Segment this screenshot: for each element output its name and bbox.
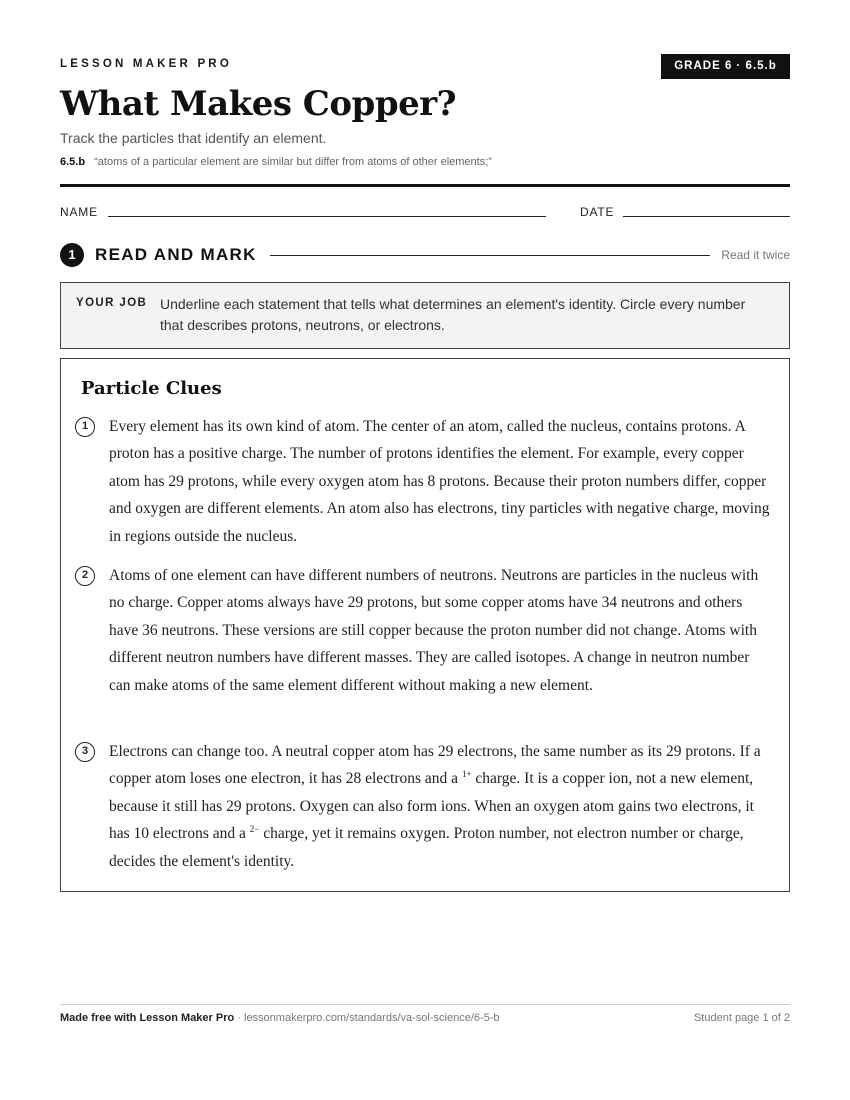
header-divider — [60, 184, 790, 187]
charge-superscript: 2− — [249, 824, 260, 835]
clues-title: Particle Clues — [81, 378, 222, 399]
date-label: DATE — [580, 205, 615, 219]
charge-superscript: 1+ — [461, 769, 472, 780]
name-label: NAME — [60, 205, 98, 219]
standard-code: 6.5.b — [60, 156, 86, 168]
clue-number: 1 — [75, 417, 95, 437]
job-box — [60, 282, 790, 349]
section-number: 1 — [60, 243, 84, 267]
grade-badge: GRADE 6 · 6.5.b — [661, 54, 790, 79]
clue-text — [109, 738, 773, 875]
footer-divider — [60, 1004, 790, 1005]
date-field[interactable] — [623, 216, 790, 217]
job-label: YOUR JOB — [76, 297, 148, 309]
footer-page-number: Student page 1 of 2 — [693, 1012, 790, 1024]
clue-text-part: Electrons can change too. A neutral copper atom has 29 electrons, the same number as its 29 protons. If a copper atom loses one electron, it has 28 electrons and a — [109, 743, 761, 788]
clue-text-part: charge, yet it remains oxygen. Proton number, not electron number or charge, decides the element's identity. — [109, 825, 744, 870]
clue-2 — [75, 562, 775, 699]
footer-separator: · — [234, 1012, 244, 1024]
section-title: READ AND MARK — [95, 245, 257, 264]
footer-made-with: Made free with Lesson Maker Pro — [60, 1012, 235, 1024]
particle-clues-box — [60, 358, 790, 892]
section-divider — [270, 255, 710, 256]
clue-3 — [75, 738, 775, 875]
page-title: What Makes Copper? — [60, 84, 457, 124]
clue-number: 2 — [75, 566, 95, 586]
standard-text: “atoms of a particular element are similar but differ from atoms of other elements;” — [94, 156, 492, 168]
job-instructions: Underline each statement that tells what determines an element's identity. Circle every number that describes protons, neutrons, or electrons. — [160, 296, 746, 333]
footer-credit — [60, 1012, 500, 1024]
clue-1 — [75, 413, 775, 550]
clue-text: Every element has its own kind of atom. The center of an atom, called the nucleus, contains protons. A proton has a positive charge. The number of protons identifies the element. For example, every copper atom has 29 protons, while every oxygen atom has 8 protons. Because their proton numbers differ, copper and oxygen are different elements. An atom also has electrons, tiny particles with negative charge, moving in regions outside the nucleus. — [109, 418, 770, 545]
clue-number: 3 — [75, 742, 95, 762]
footer-url[interactable]: lessonmakerpro.com/standards/va-sol-science/6-5-b — [244, 1012, 500, 1024]
clue-text: Atoms of one element can have different numbers of neutrons. Neutrons are particles in the nucleus with no charge. Copper atoms always have 29 protons, but some copper atoms have 34 neutrons and others have 36 neutrons. These versions are still copper because the proton number did not change. Atoms with different neutron numbers have different masses. They are called isotopes. A change in neutron number can make atoms of the same element different without making a new element. — [109, 567, 759, 694]
name-field[interactable] — [108, 216, 546, 217]
section-hint: Read it twice — [721, 248, 790, 262]
clue-text-part: charge. It is a copper ion, not a new element, because it still has 29 protons. Oxygen can also form ions. When an oxygen atom gains two electrons, it has 10 electrons and a — [109, 770, 754, 843]
page-subtitle: Track the particles that identify an element. — [60, 130, 327, 146]
brand-name: LESSON MAKER PRO — [60, 58, 232, 70]
standard-line — [60, 156, 492, 168]
